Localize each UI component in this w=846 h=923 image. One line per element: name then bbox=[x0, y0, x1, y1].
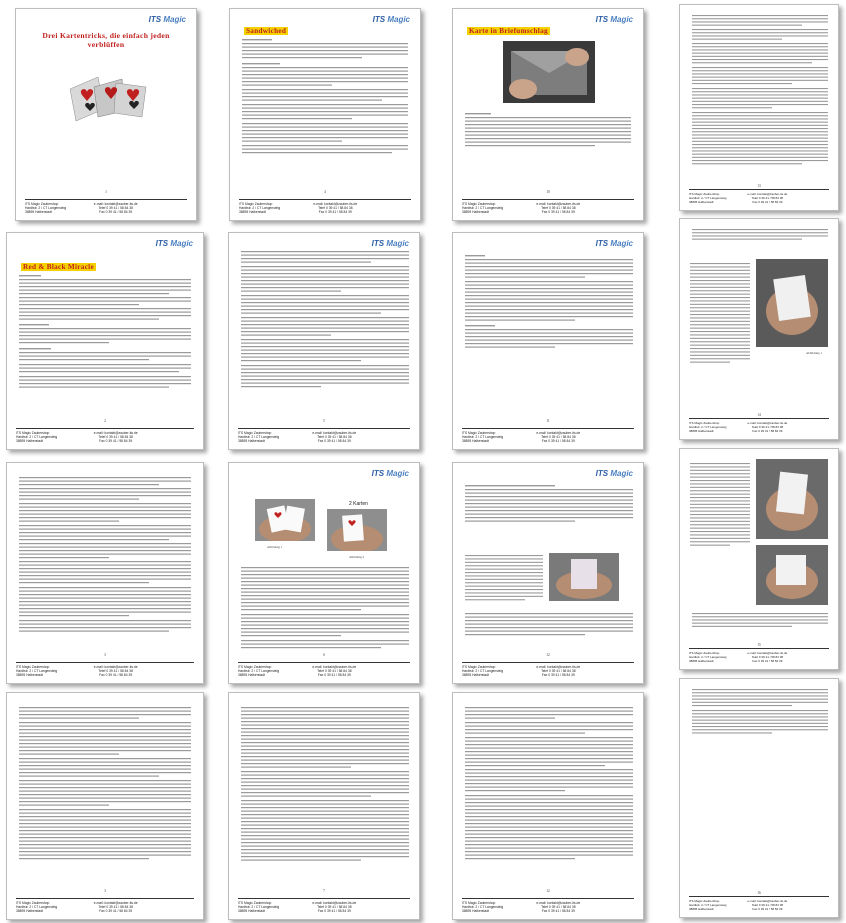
body-text bbox=[690, 263, 750, 374]
body-text bbox=[465, 707, 631, 888]
brand-logo: ITS Magic bbox=[595, 239, 633, 248]
body-text bbox=[692, 613, 826, 638]
body-text bbox=[465, 485, 631, 546]
cards-photo-2 bbox=[327, 509, 387, 551]
page-footer: ITS Magic Zaubershop Hardtstr. 2 / CT Langensteig 38895 Halberstadt e-mail: kontakt@zauber-its.de Telef 0 39 41 / 58 84 38 Fax 0 39 41 / 58 84 39 bbox=[238, 898, 410, 913]
page-10 bbox=[452, 8, 644, 221]
page-16 bbox=[679, 678, 839, 918]
page-number: 15 bbox=[757, 643, 761, 647]
page-number: 4 bbox=[324, 190, 326, 194]
body-text bbox=[465, 613, 631, 654]
page-number: 13 bbox=[757, 184, 761, 188]
page-footer: ITS Magic Zaubershop Hardtstr. 2 / CT Langensteig 38895 Halberstadt e-mail: kontakt@zauber-its.de Telef 0 39 41 / 58 84 38 Fax 0 39 41 / 58 84 39 bbox=[689, 418, 829, 433]
page-footer: ITS Magic Zaubershop Hardtstr. 2 / CT Langensteig 38895 Halberstadt e-mail: kontakt@zauber-its.de Telef 0 39 41 / 58 84 38 Fax 0 39 41 / 58 84 39 bbox=[239, 199, 411, 214]
body-text bbox=[465, 113, 631, 174]
page-number: 12 bbox=[546, 653, 550, 657]
page-3b bbox=[6, 692, 204, 920]
page-number: 5 bbox=[323, 419, 325, 423]
playing-cards-image bbox=[64, 65, 156, 127]
page-footer: ITS Magic Zaubershop Hardtstr. 2 / CT Langensteig 38895 Halberstadt e-mail: kontakt@zauber-its.de Telef 0 39 41 / 58 84 38 Fax 0 39 41 / 58 84 39 bbox=[689, 648, 829, 663]
page-number: 7 bbox=[323, 889, 325, 893]
page-number: 12 bbox=[546, 889, 550, 893]
page-footer: ITS Magic Zaubershop Hardtstr. 2 / CT Langensteig 38895 Halberstadt e-mail: kontakt@zauber-its.de Telef 0 39 41 / 58 84 38 Fax 0 39 41 / 58 84 39 bbox=[462, 199, 634, 214]
page-5 bbox=[228, 232, 420, 450]
page-1 bbox=[15, 8, 197, 221]
body-text bbox=[692, 229, 826, 250]
page-footer: ITS Magic Zaubershop Hardtstr. 2 / CT Langensteig 38895 Halberstadt e-mail: kontakt@zauber-its.de Telef 0 39 41 / 58 84 38 Fax 0 39 41 / 58 84 39 bbox=[689, 896, 829, 911]
page-footer: ITS Magic Zaubershop Hardtstr. 2 / CT Langensteig 38895 Halberstadt e-mail: kontakt@zauber-its.de Telef 0 39 41 / 58 84 38 Fax 0 39 41 / 58 84 39 bbox=[238, 662, 410, 677]
page-11 bbox=[452, 232, 644, 450]
page-number: 14 bbox=[757, 413, 761, 417]
page-number: 16 bbox=[757, 891, 761, 895]
page-footer: ITS Magic Zaubershop Hardtstr. 2 / CT Langensteig 38895 Halberstadt e-mail: kontakt@zauber-its.de Telef 0 39 41 / 58 84 38 Fax 0 39 41 / 58 84 39 bbox=[25, 199, 187, 214]
brand-logo: ITS Magic bbox=[371, 469, 409, 478]
brand-logo: ITS Magic bbox=[595, 15, 633, 24]
body-text bbox=[241, 567, 407, 658]
page-footer: ITS Magic Zaubershop Hardtstr. 2 / CT Langensteig 38895 Halberstadt e-mail: kontakt@zauber-its.de Telef 0 39 41 / 58 84 38 Fax 0 39 41 / 58 84 39 bbox=[16, 662, 194, 677]
page-3 bbox=[6, 462, 204, 684]
cards-photo-1 bbox=[255, 499, 315, 541]
page-footer: ITS Magic Zaubershop Hardtstr. 2 / CT Langensteig 38895 Halberstadt e-mail: kontakt@zauber-its.de Telef 0 39 41 / 58 84 38 Fax 0 39 41 / 58 84 39 bbox=[462, 898, 634, 913]
body-text bbox=[692, 689, 826, 760]
page-12 bbox=[452, 462, 644, 684]
page-footer: ITS Magic Zaubershop Hardtstr. 2 / CT Langensteig 38895 Halberstadt e-mail: kontakt@zauber-its.de Telef 0 39 41 / 58 84 38 Fax 0 39 41 / 58 84 39 bbox=[16, 428, 194, 443]
page-2 bbox=[6, 232, 204, 450]
page-14 bbox=[679, 218, 839, 440]
body-text-col bbox=[465, 555, 551, 612]
page-number: 6 bbox=[323, 653, 325, 657]
hand-cards-photo bbox=[756, 459, 828, 539]
brand-logo: ITS Magic bbox=[148, 15, 186, 24]
hand-cards-photo bbox=[756, 259, 828, 347]
brand-logo: ITS Magic bbox=[595, 469, 633, 478]
page-footer: ITS Magic Zaubershop Hardtstr. 2 / CT Langensteig 38895 Halberstadt e-mail: kontakt@zauber-its.de Telef 0 39 41 / 58 84 38 Fax 0 39 41 / 58 84 39 bbox=[689, 189, 829, 204]
page-number: 10 bbox=[546, 190, 550, 194]
figure-caption-2: Abbildung 2 bbox=[349, 555, 365, 559]
page-6 bbox=[228, 462, 420, 684]
page-number: 1 bbox=[105, 190, 107, 194]
body-text bbox=[242, 39, 408, 170]
body-text bbox=[241, 251, 407, 412]
page-13 bbox=[679, 4, 839, 211]
body-text bbox=[692, 15, 826, 186]
page-title: Red & Black Miracle bbox=[23, 263, 94, 271]
brand-logo: ITS Magic bbox=[371, 239, 409, 248]
body-text-col bbox=[690, 463, 756, 574]
page-footer: ITS Magic Zaubershop Hardtstr. 2 / CT Langensteig 38895 Halberstadt e-mail: kontakt@zauber-its.de Telef 0 39 41 / 58 84 38 Fax 0 39 41 / 58 84 39 bbox=[16, 898, 194, 913]
page-4 bbox=[229, 8, 421, 221]
page-footer: ITS Magic Zaubershop Hardtstr. 2 / CT Langensteig 38895 Halberstadt e-mail: kontakt@zauber-its.de Telef 0 39 41 / 58 84 38 Fax 0 39 41 / 58 84 39 bbox=[462, 428, 634, 443]
figure-caption: Abbildung 1 bbox=[806, 351, 823, 355]
page-footer: ITS Magic Zaubershop Hardtstr. 2 / CT Langensteig 38895 Halberstadt e-mail: kontakt@zauber-its.de Telef 0 39 41 / 58 84 38 Fax 0 39 41 / 58 84 39 bbox=[238, 428, 410, 443]
body-text bbox=[465, 255, 631, 386]
figure-caption-1: Abbildung 1 bbox=[267, 545, 283, 549]
page-title: Sandwiched bbox=[246, 27, 287, 35]
envelope-image bbox=[503, 41, 595, 103]
page-12b bbox=[452, 692, 644, 920]
page-number: 11 bbox=[546, 419, 550, 423]
page-title: Drei Kartentricks, die einfach jeden verblüffen bbox=[42, 31, 170, 49]
page-number: 3 bbox=[104, 889, 106, 893]
page-title: Karte in Briefumschlag bbox=[469, 27, 548, 35]
page-footer: ITS Magic Zaubershop Hardtstr. 2 / CT Langensteig 38895 Halberstadt e-mail: kontakt@zauber-its.de Telef 0 39 41 / 58 84 38 Fax 0 39 41 / 58 84 39 bbox=[462, 662, 634, 677]
card-trick-photo bbox=[549, 553, 619, 601]
brand-logo: ITS Magic bbox=[155, 239, 193, 248]
body-text bbox=[19, 707, 191, 878]
text-lines bbox=[242, 39, 408, 169]
page-15 bbox=[679, 448, 839, 670]
page-number: 3 bbox=[104, 653, 106, 657]
page-7 bbox=[228, 692, 420, 920]
cards-label: 2 Karten bbox=[349, 501, 368, 507]
body-text bbox=[19, 477, 191, 648]
hand-cards-photo-2 bbox=[756, 545, 828, 605]
body-text bbox=[19, 275, 191, 406]
page-number: 2 bbox=[104, 419, 106, 423]
body-text bbox=[241, 707, 407, 888]
brand-logo: ITS Magic bbox=[372, 15, 410, 24]
